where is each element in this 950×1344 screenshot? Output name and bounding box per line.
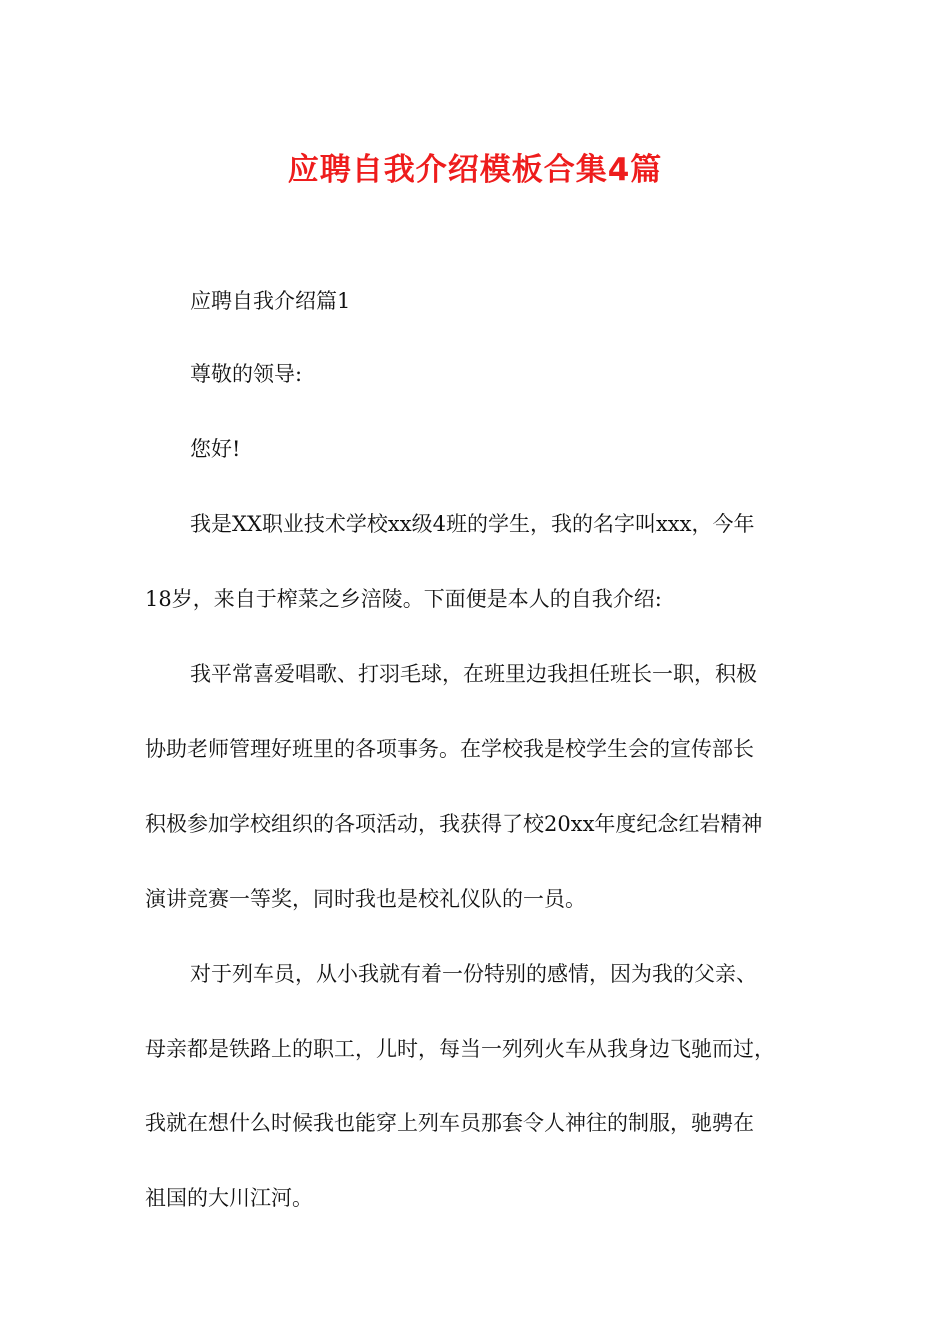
paragraph-line: 协助老师管理好班里的各项事务。在学校我是校学生会的宣传部长: [145, 737, 754, 761]
paragraph-line: 演讲竞赛一等奖，同时我也是校礼仪队的一员。: [145, 887, 586, 911]
paragraph-line: 祖国的大川江河。: [145, 1186, 313, 1210]
paragraph-line: 18岁，来自于榨菜之乡涪陵。下面便是本人的自我介绍:: [145, 587, 662, 611]
greeting: 您好!: [190, 437, 241, 461]
section-heading: 应聘自我介绍篇1: [190, 289, 351, 313]
paragraph-line: 我就在想什么时候我也能穿上列车员那套令人神往的制服，驰骋在: [145, 1111, 754, 1135]
paragraph-line: 我是XX职业技术学校xx级4班的学生，我的名字叫xxx，今年: [190, 512, 755, 536]
paragraph-line: 对于列车员，从小我就有着一份特别的感情，因为我的父亲、: [190, 962, 757, 986]
paragraph-line: 我平常喜爱唱歌、打羽毛球，在班里边我担任班长一职，积极: [190, 662, 757, 686]
salutation: 尊敬的领导:: [190, 362, 303, 386]
paragraph-line: 母亲都是铁路上的职工，儿时，每当一列列火车从我身边飞驰而过，: [145, 1037, 775, 1061]
document-title: 应聘自我介绍模板合集4篇: [287, 152, 663, 188]
paragraph-line: 积极参加学校组织的各项活动，我获得了校20xx年度纪念红岩精神: [145, 812, 763, 836]
